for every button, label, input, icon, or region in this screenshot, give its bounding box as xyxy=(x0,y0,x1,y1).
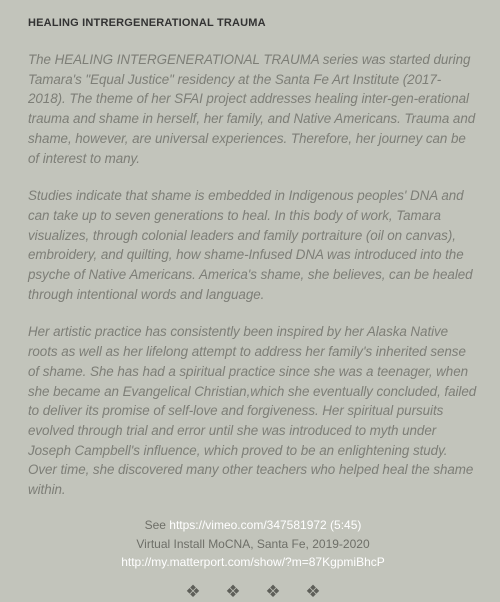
paragraph-practice: Her artistic practice has consistently been inspired by her Alaska Native roots as well as her lifelong attempt to address her family's inherited sense of shame. She has had a spiritual practice since she was a teenager, when she became an Evangelical Christian,which she eventually concluded, failed to deliver its promise of self-love and forgiveness. Her spiritual pursuits evolved through trial and error until she was introduced to myth under Joseph Campbell's influence, which proved to be an enlightening study. Over time, she discovered many other teachers who helped heal the shame within. xyxy=(28,324,477,498)
vimeo-link[interactable]: https://vimeo.com/347581972 xyxy=(169,517,327,532)
diamond-ornament-icon: ❖ xyxy=(305,582,321,602)
diamond-ornament-icon: ❖ xyxy=(185,582,201,602)
page-title: HEALING INTRERGENERATIONAL TRAUMA xyxy=(28,17,266,29)
ornament-divider xyxy=(28,582,478,602)
see-label: See xyxy=(144,517,170,532)
paragraph-intro: The HEALING INTERGENERATIONAL TRAUMA series was started during Tamara's "Equal Justice" residency at the Santa Fe Art Institute (2017-2018). The theme of her SFAI project addresses healing inter-gen-erational trauma and shame in herself, her family, and Native Americans. Trauma and shame, however, are universal experiences. Therefore, her journey can be of interest to many. xyxy=(28,52,476,166)
diamond-ornament-icon: ❖ xyxy=(225,582,241,602)
links-block xyxy=(28,516,478,572)
vimeo-duration: (5:45) xyxy=(326,517,362,532)
diamond-ornament-icon: ❖ xyxy=(265,582,281,602)
vimeo-row xyxy=(28,516,478,535)
install-caption: Virtual Install MoCNA, Santa Fe, 2019-2020 xyxy=(136,536,370,551)
matterport-link[interactable]: http://my.matterport.com/show/?m=87KgpmiBhcP xyxy=(121,555,385,570)
paragraph-dna: Studies indicate that shame is embedded in Indigenous peoples' DNA and can take up to seven generations to heal. In this body of work, Tamara visualizes, through colonial leaders and family portraiture (oil on canvas), embroidery, and quilting, how shame-Infused DNA was introduced into the psyche of Native Americans. America's shame, she believes, can be healed through intentional words and language. xyxy=(28,188,473,302)
